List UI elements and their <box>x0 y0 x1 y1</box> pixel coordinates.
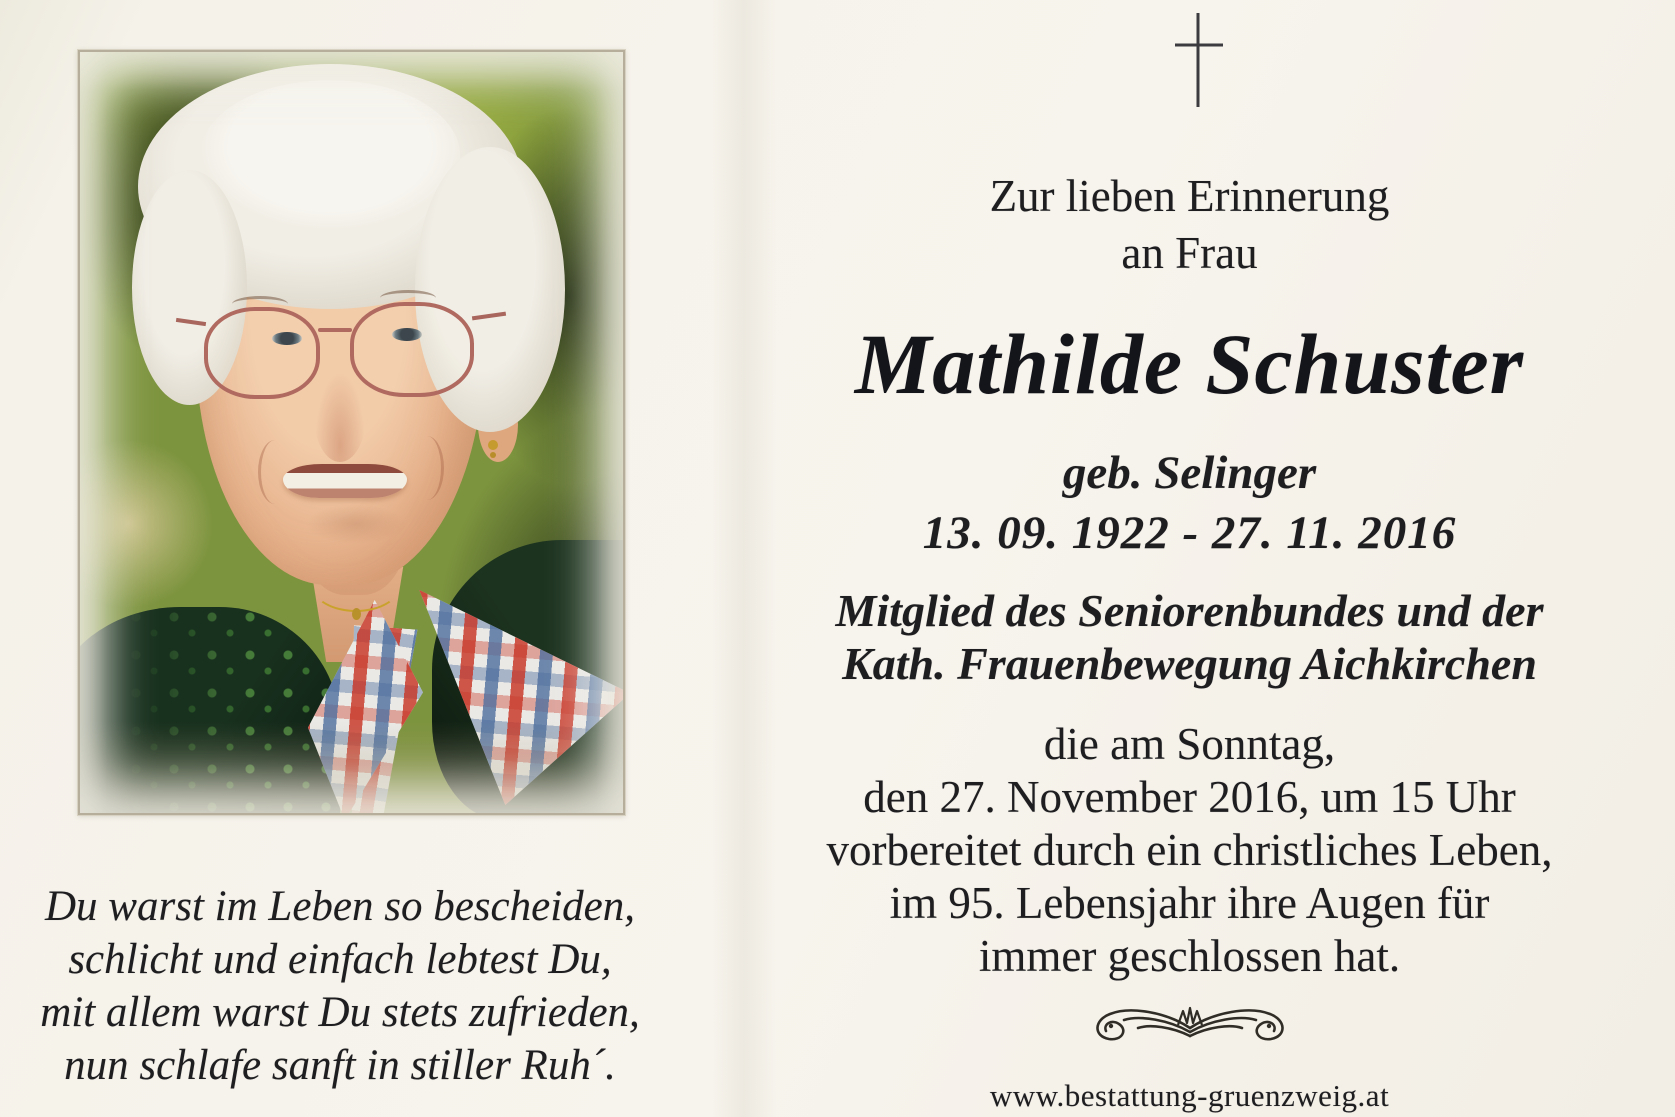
announcement-line: immer geschlossen hat. <box>978 931 1401 981</box>
funeral-home-website: www.bestattung-gruenzweig.at <box>989 1078 1390 1113</box>
poem-line: Du warst im Leben so bescheiden, <box>45 883 635 930</box>
cardigan-left <box>80 607 340 813</box>
life-dates: 13. 09. 1922 - 27. 11. 2016 <box>922 507 1457 559</box>
announcement-line: im 95. Lebensjahr ihre Augen für <box>889 878 1490 928</box>
smiling-mouth <box>283 464 407 498</box>
portrait-photo-inner <box>80 52 623 813</box>
death-announcement <box>712 718 1667 983</box>
glasses-lens-right <box>350 302 474 397</box>
announcement-line: die am Sonntag, <box>1043 719 1336 769</box>
glasses-lens-left <box>204 307 320 399</box>
membership-line: Kath. Frauenbewegung Aichkirchen <box>842 638 1537 689</box>
gold-earring <box>488 440 498 450</box>
poem-line: schlicht und einfach lebtest Du, <box>68 936 612 983</box>
announcement-line: vorbereitet durch ein christliches Leben, <box>826 825 1553 875</box>
memorial-intro <box>712 168 1667 282</box>
memberships <box>712 584 1667 690</box>
deceased-name: Mathilde Schuster <box>854 316 1525 412</box>
memorial-poem <box>20 880 660 1092</box>
glasses-bridge <box>318 328 352 332</box>
membership-line: Mitglied des Seniorenbundes und der <box>835 585 1544 636</box>
latin-cross-icon <box>1168 12 1228 108</box>
necklace-pendant <box>352 608 361 620</box>
maiden-name: geb. Selinger <box>1062 447 1317 499</box>
nose <box>314 370 366 462</box>
poem-line: nun schlafe sanft in stiller Ruh´. <box>64 1042 616 1089</box>
announcement-line: den 27. November 2016, um 15 Uhr <box>863 772 1516 822</box>
gold-necklace <box>312 560 400 612</box>
chin-shading <box>306 504 406 544</box>
intro-line: an Frau <box>1121 228 1258 278</box>
intro-line: Zur lieben Erinnerung <box>989 171 1390 221</box>
poem-line: mit allem warst Du stets zufrieden, <box>40 989 640 1036</box>
flourish-divider-icon <box>712 1002 1667 1057</box>
cardigan-pattern <box>80 607 340 813</box>
smile-line-right <box>410 436 444 500</box>
white-hair-crown <box>200 80 460 230</box>
portrait-photo <box>78 50 625 815</box>
